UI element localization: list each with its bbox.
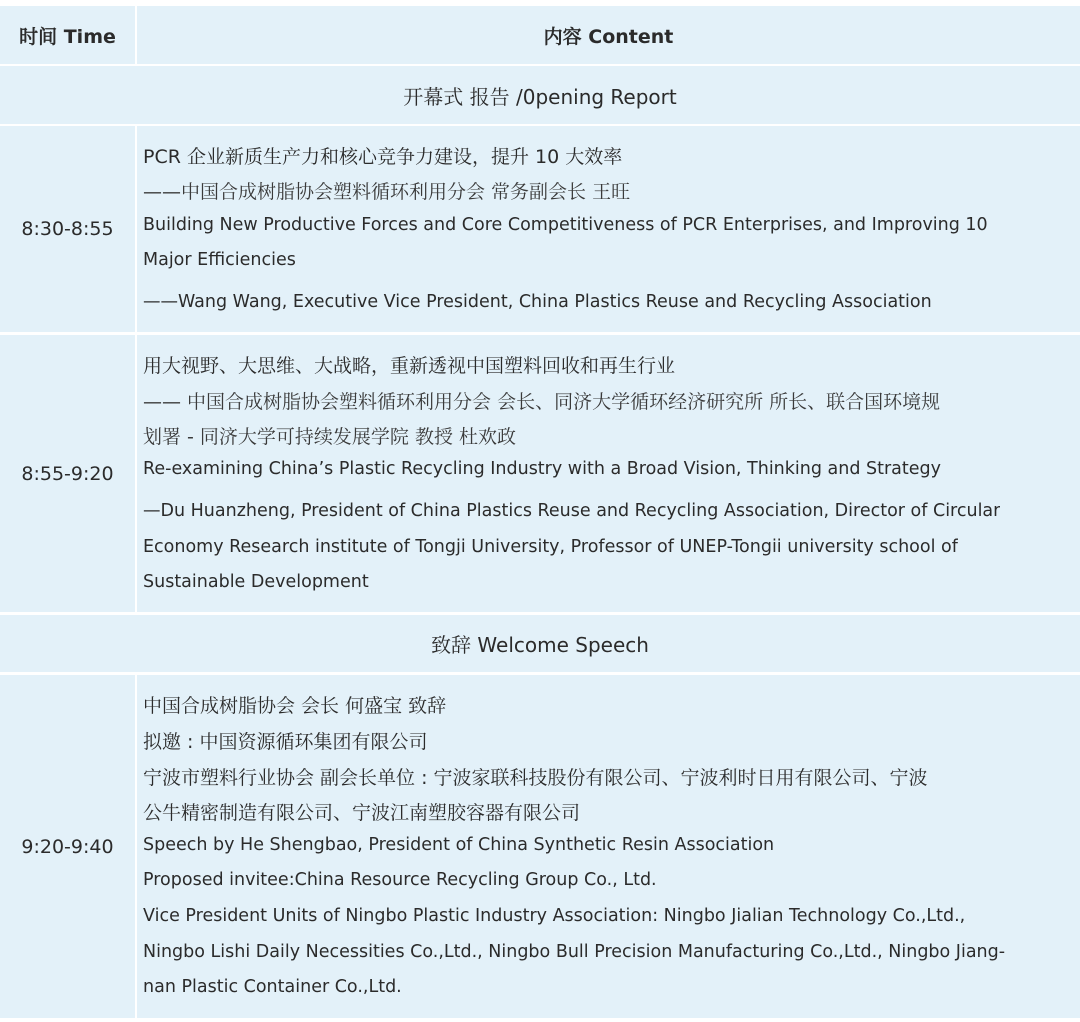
speaker-en-cont: Sustainable Development (143, 572, 369, 592)
table-row (0, 126, 1080, 332)
section-row-opening (0, 66, 1080, 124)
header-content: 内容 Content (543, 25, 674, 48)
association-zh: 宁波市塑料行业协会 副会长单位 : 宁波家联科技股份有限公司、宁波利时日用有限公司、宁波 (143, 767, 928, 789)
section-title-welcome: 致辞 Welcome Speech (431, 633, 649, 657)
time-cell: 8:30-8:55 (21, 218, 114, 240)
speech-title-en: Speech by He Shengbao, President of China Synthetic Resin Association (143, 835, 775, 855)
table-row (0, 335, 1080, 612)
section-row-welcome (0, 615, 1080, 672)
talk-title-en: Building New Productive Forces and Core Competitiveness of PCR Enterprises, and Improving 10 (143, 215, 988, 235)
header-time: 时间 Time (19, 25, 116, 48)
invitee-zh: 拟邀 : 中国资源循环集团有限公司 (143, 731, 428, 753)
talk-title-zh: 用大视野、大思维、大战略，重新透视中国塑料回收和再生行业 (143, 355, 676, 377)
speaker-en: ——Wang Wang, Executive Vice President, China Plastics Reuse and Recycling Association (143, 292, 932, 312)
table-header-row (0, 6, 1080, 64)
speaker-en: —Du Huanzheng, President of China Plastics Reuse and Recycling Association, Director of Circular (143, 501, 1001, 521)
speaker-zh-cont: 划署 - 同济大学可持续发展学院 教授 杜欢政 (143, 426, 517, 448)
talk-title-en-cont: Major Efficiencies (143, 250, 296, 270)
invitee-en: Proposed invitee:China Resource Recycling Group Co., Ltd. (143, 870, 657, 890)
association-en: Vice President Units of Ningbo Plastic Industry Association: Ningbo Jialian Technology Co.,Ltd., (143, 906, 966, 926)
speaker-en-cont: Economy Research institute of Tongji University, Professor of UNEP-Tongii university school of (143, 537, 958, 557)
association-zh-cont: 公牛精密制造有限公司、宁波江南塑胶容器有限公司 (143, 802, 581, 824)
association-en-cont: nan Plastic Container Co.,Ltd. (143, 977, 402, 997)
speaker-zh: —— 中国合成树脂协会塑料循环利用分会 会长、同济大学循环经济研究所 所长、联合国环境规 (143, 391, 941, 413)
speech-title-zh: 中国合成树脂协会 会长 何盛宝 致辞 (143, 695, 447, 717)
content-cell (137, 335, 1080, 612)
time-cell: 9:20-9:40 (21, 835, 114, 858)
talk-title-zh: PCR 企业新质生产力和核心竞争力建设，提升 10 大效率 (143, 146, 623, 168)
speaker-zh: ——中国合成树脂协会塑料循环利用分会 常务副会长 王旺 (143, 181, 631, 203)
section-title-opening: 开幕式 报告 /0pening Report (403, 84, 677, 109)
content-cell (137, 126, 1080, 332)
association-en-cont: Ningbo Lishi Daily Necessities Co.,Ltd., Ningbo Bull Precision Manufacturing Co.,Ltd., Ningbo Jiang- (143, 942, 1006, 962)
talk-title-en: Re-examining China’s Plastic Recycling Industry with a Broad Vision, Thinking and Strategy (143, 459, 941, 479)
table-row (0, 675, 1080, 1018)
content-cell (137, 675, 1080, 1018)
time-cell: 8:55-9:20 (21, 462, 114, 485)
